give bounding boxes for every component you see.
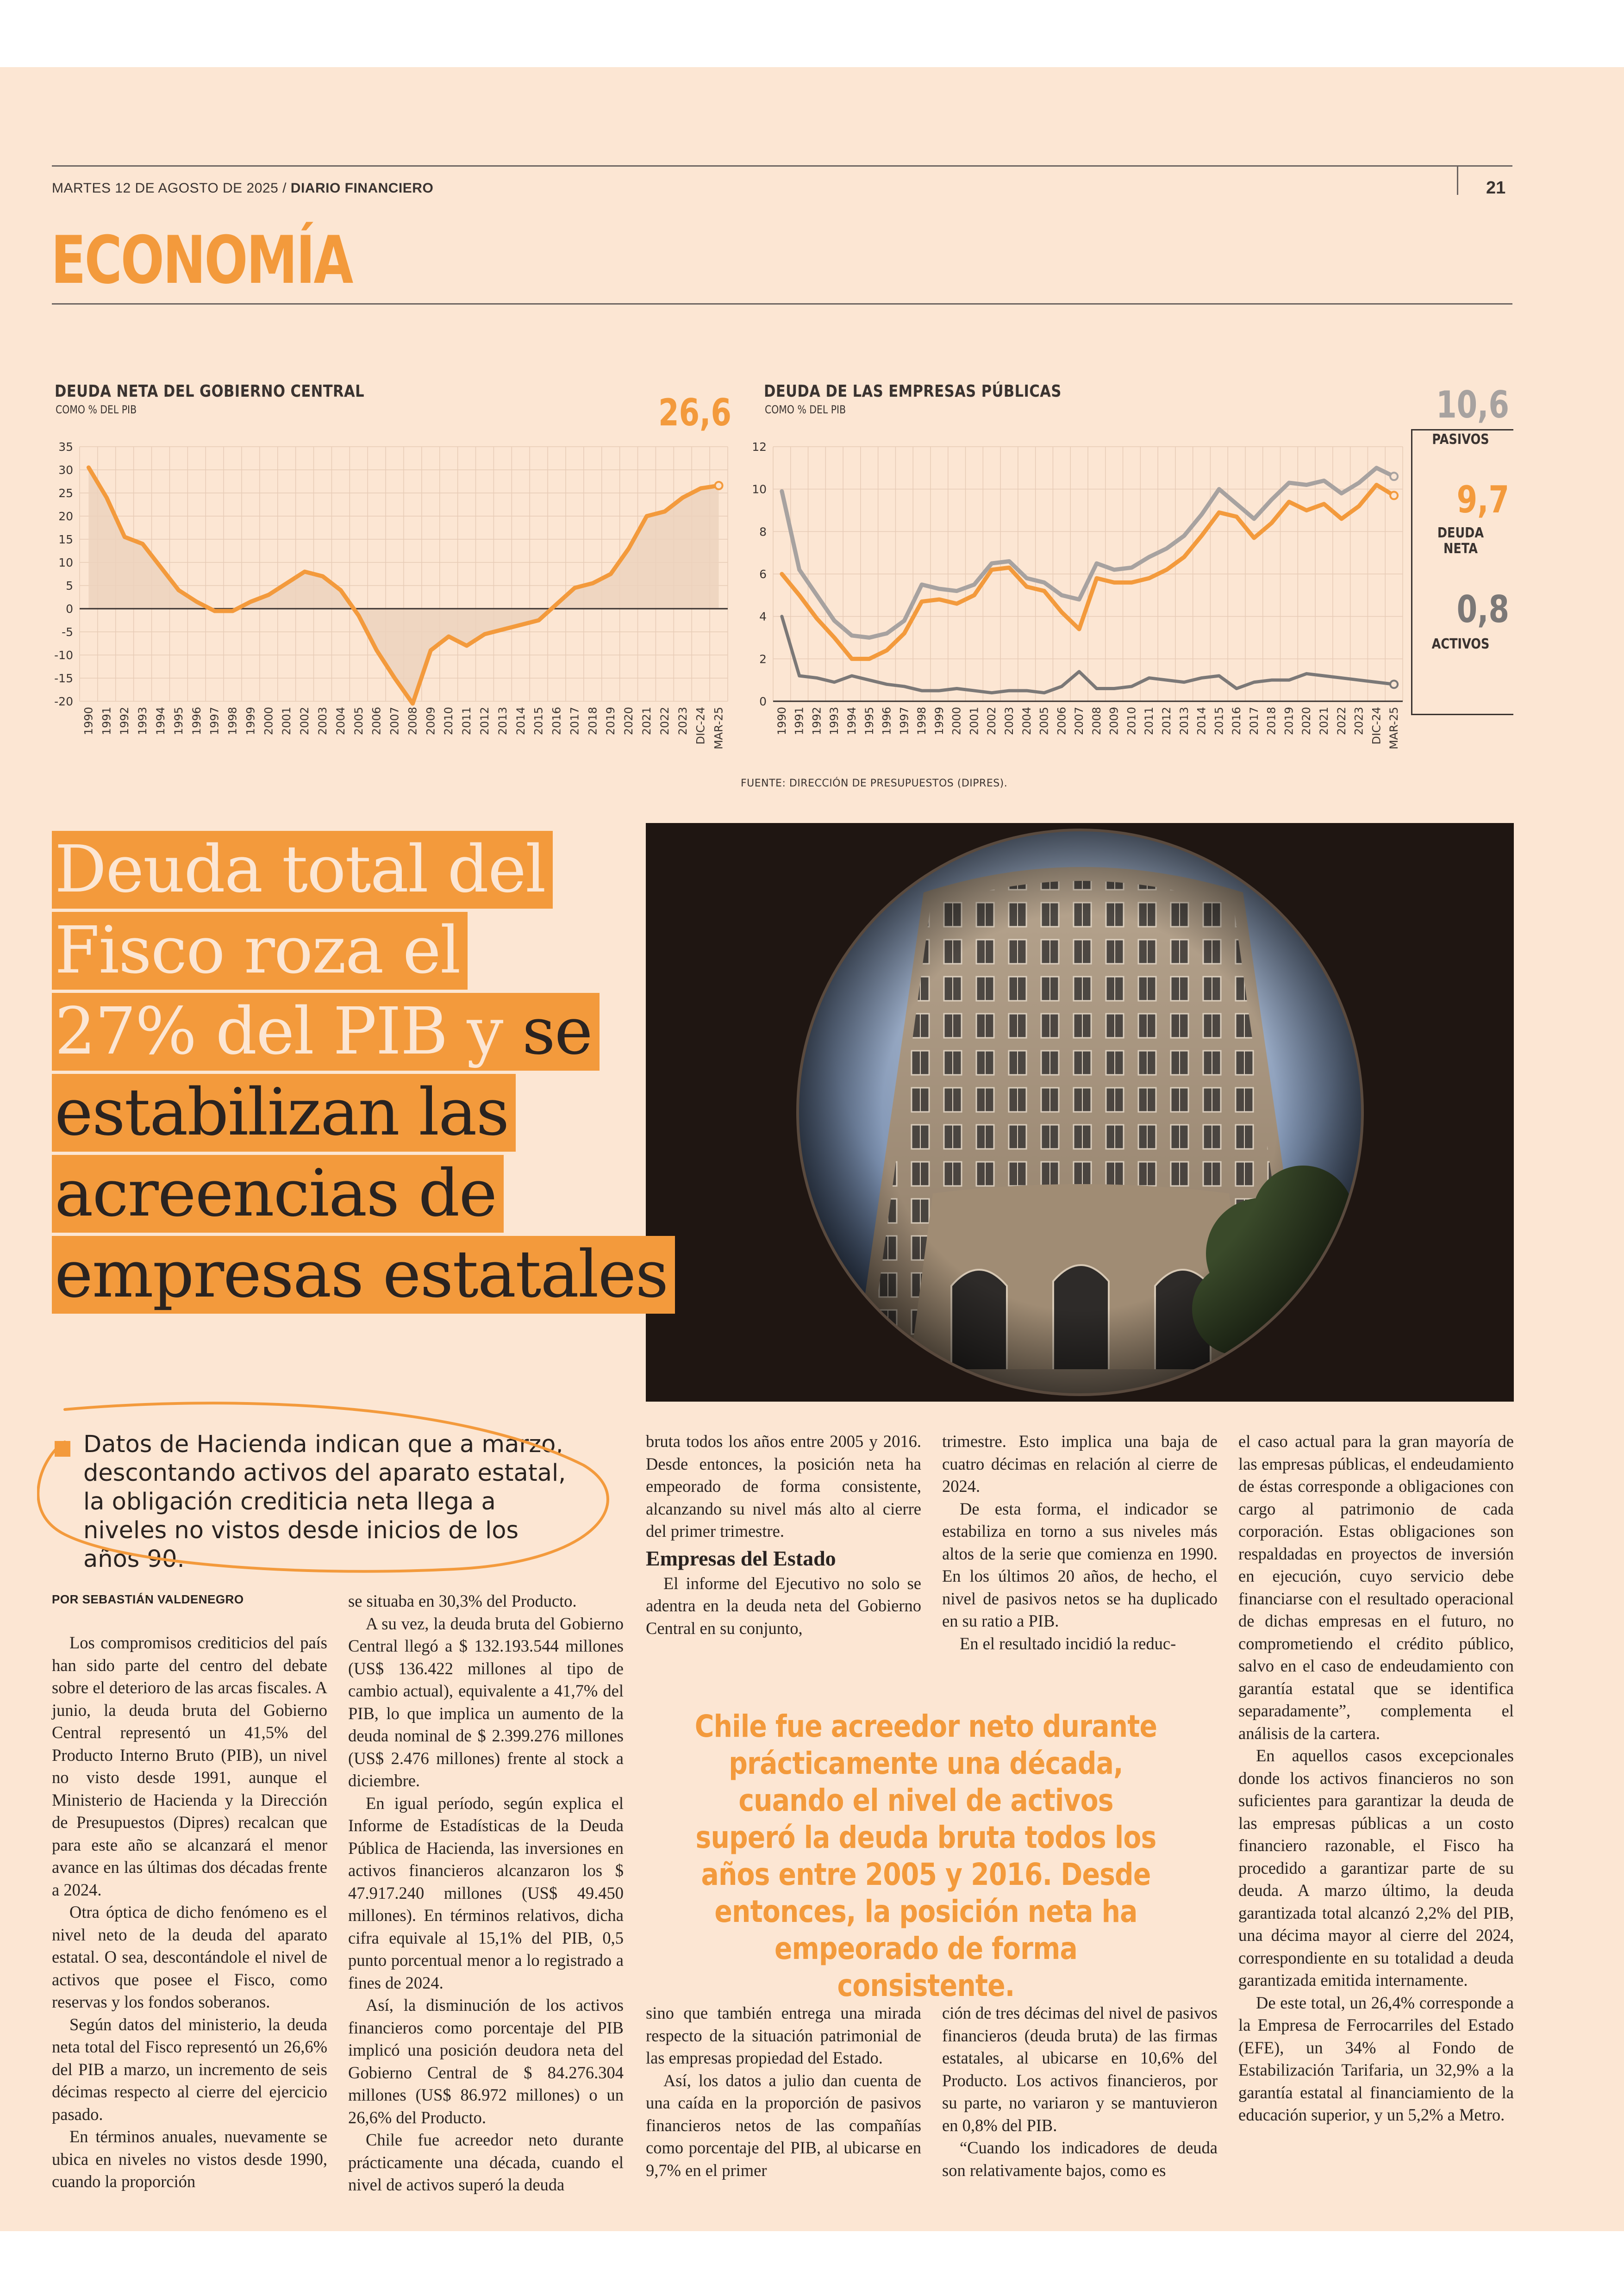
- header-date-line: [52, 181, 433, 196]
- y-tick-label: 4: [759, 610, 767, 624]
- x-tick-label: 2005: [1037, 707, 1051, 736]
- body-column-5: [1238, 1430, 1514, 2127]
- y-tick-label: 20: [58, 510, 73, 523]
- x-tick-label: 2004: [334, 707, 347, 736]
- pull-quote: Chile fue acreedor neto durante prácticamente una década, cuando el nivel de activos superó la deuda bruta todos los años entre 2005 y 2016. Desde entonces, la posición neta ha empeorado de forma consistente.: [694, 1709, 1157, 2003]
- x-tick-label: 2020: [622, 707, 636, 736]
- x-tick-label: 1991: [100, 707, 113, 736]
- body-paragraph: se situaba en 30,3% del Producto.: [348, 1591, 577, 1610]
- x-tick-label: 2017: [1247, 707, 1261, 736]
- newspaper-page: [0, 67, 1624, 2231]
- y-tick-label: 8: [759, 525, 767, 539]
- x-tick-label: 2022: [1335, 707, 1348, 736]
- x-tick-label: 1995: [862, 707, 876, 736]
- headline-line: [52, 1155, 737, 1236]
- y-tick-label: -10: [54, 649, 73, 662]
- x-tick-label: 2023: [676, 707, 689, 736]
- body-column-3-bottom: [646, 2002, 921, 2182]
- x-tick-label: 2009: [424, 707, 437, 736]
- x-tick-label: 2002: [298, 707, 312, 736]
- chart2-legend-bracket: [1411, 429, 1513, 715]
- series-last-point: [1390, 473, 1398, 480]
- deuda-neta-value: 9,7: [1456, 478, 1509, 521]
- x-tick-label: 1993: [136, 707, 150, 736]
- y-tick-label: 35: [58, 440, 73, 454]
- x-tick-label: 2007: [1073, 707, 1086, 736]
- x-tick-label: 1993: [828, 707, 841, 736]
- y-tick-label: 10: [58, 556, 73, 569]
- body-paragraph: De esta forma, el indicador se estabiliza en torno a sus niveles más altos de la serie que comienza en 1990. En los últimos 20 años, de hecho, el nivel de pasivos netos se ha duplicado en su ratio a PIB.: [942, 1499, 1218, 1630]
- body-paragraph: A su vez, la deuda bruta del Gobierno Central llegó a $ 132.193.544 millones (US$ 136.422 millones al tipo de cambio actual), equivalente a 41,7% del PIB, lo que implica un aumento de la deuda nominal de $ 2.399.276 millones (US$ 2.476 millones) frente al stock a diciembre.: [348, 1614, 624, 1790]
- headline-line: [52, 1074, 737, 1155]
- x-tick-label: MAR-25: [712, 707, 725, 750]
- body-column-1: [52, 1632, 327, 2193]
- x-tick-label: 2011: [1143, 707, 1156, 736]
- headline-line-text: [52, 1155, 504, 1233]
- issue-date: MARTES 12 DE AGOSTO DE 2025: [52, 181, 279, 196]
- x-tick-label: 2018: [586, 707, 600, 736]
- x-tick-label: 1990: [775, 707, 788, 736]
- headline-dark-part: acreencias de: [55, 1156, 497, 1231]
- x-tick-label: 2011: [460, 707, 474, 736]
- body-column-3: [646, 1430, 921, 1640]
- x-tick-label: 1994: [154, 707, 167, 736]
- x-tick-label: DIC-24: [1370, 707, 1383, 745]
- x-tick-label: 1991: [793, 707, 806, 736]
- x-tick-label: 2005: [352, 707, 365, 736]
- y-tick-label: -15: [54, 672, 73, 685]
- x-tick-label: 1992: [118, 707, 131, 736]
- y-tick-label: -5: [62, 625, 73, 639]
- body-paragraph: En el resultado incidió la reduc-: [960, 1634, 1176, 1653]
- x-tick-label: 2023: [1352, 707, 1366, 736]
- x-tick-label: 2014: [1195, 707, 1208, 736]
- header-rule: [52, 165, 1512, 167]
- chart1-subtitle: COMO % DEL PIB: [56, 403, 137, 416]
- headline-line-text: [52, 993, 600, 1071]
- chart1-highlight-value: 26,6: [658, 391, 731, 434]
- x-tick-label: 2016: [550, 707, 563, 736]
- publication-name: DIARIO FINANCIERO: [290, 181, 434, 196]
- chart1-title: DEUDA NETA DEL GOBIERNO CENTRAL: [55, 382, 365, 401]
- headline-light-part: Deuda total del: [55, 832, 545, 907]
- x-tick-label: 2001: [280, 707, 294, 736]
- x-tick-label: 2022: [658, 707, 671, 736]
- x-tick-label: 2003: [316, 707, 329, 736]
- x-tick-label: 1999: [932, 707, 946, 736]
- headline-line-text: [52, 1074, 516, 1152]
- body-paragraph: “Cuando los indicadores de deuda son relativamente bajos, como es: [942, 2138, 1218, 2180]
- body-paragraph: De este total, un 26,4% corresponde a la Empresa de Ferrocarriles del Estado (EFE), un 34% al Fondo de Estabilización Tarifaria, un 32,9% a la garantía estatal al financiamiento de la educación superior, y un 5,2% a Metro.: [1238, 1993, 1514, 2124]
- x-tick-label: 1990: [82, 707, 95, 736]
- x-tick-label: 2015: [1212, 707, 1226, 736]
- y-tick-label: 10: [752, 482, 767, 496]
- body-paragraph: Así, los datos a julio dan cuenta de una caída en la proporción de pasivos financieros netos de las compañías como porcentaje del PIB, al ubicarse en 9,7% en el primer: [646, 2070, 921, 2180]
- subheading-empresas-del-estado: Empresas del Estado: [646, 1546, 836, 1570]
- body-paragraph: trimestre. Esto implica una baja de cuatro décimas en relación al cierre de 2024.: [942, 1432, 1218, 1496]
- y-tick-label: 0: [759, 695, 767, 708]
- x-tick-label: 1998: [915, 707, 929, 736]
- x-tick-label: 2006: [370, 707, 383, 736]
- body-column-2: [348, 1590, 624, 2196]
- x-tick-label: 1998: [226, 707, 239, 736]
- body-paragraph: ción de tres décimas del nivel de pasivos financieros (deuda bruta) de las firmas estatales, al ubicarse en 10,6% del Producto. Los activos financieros, por su parte, no variaron y se mantuvieron en 0,8% del PIB.: [942, 2003, 1218, 2135]
- headline-line: [52, 831, 737, 912]
- activos-value: 0,8: [1456, 588, 1509, 631]
- x-tick-label: 2012: [478, 707, 491, 736]
- net-debt-last-point: [715, 482, 723, 489]
- section-title: ECONOMÍA: [51, 222, 352, 299]
- x-tick-label: 2004: [1020, 707, 1033, 736]
- pasivos-label: PASIVOS: [1432, 431, 1489, 448]
- x-tick-label: 2001: [968, 707, 981, 736]
- series-last-point: [1390, 492, 1398, 499]
- x-tick-label: 2020: [1300, 707, 1313, 736]
- x-tick-label: MAR-25: [1387, 707, 1401, 750]
- headline-dark-part: se: [502, 994, 592, 1069]
- x-tick-label: 2010: [442, 707, 456, 736]
- lead-summary: Datos de Hacienda indican que a marzo, descontando activos del aparato estatal, la obligación crediticia neta llega a niveles no vistos desde inicios de los años 90.: [83, 1431, 566, 1573]
- x-tick-label: 2018: [1265, 707, 1278, 736]
- body-paragraph: bruta todos los años entre 2005 y 2016. Desde entonces, la posición neta ha empeorado de forma consistente, alcanzando su nivel más alto al cierre del primer trimestre.: [646, 1432, 921, 1540]
- y-tick-label: 0: [66, 602, 73, 616]
- body-column-4-bottom: [942, 2002, 1218, 2182]
- x-tick-label: 2019: [604, 707, 618, 736]
- building-photo: [646, 823, 1514, 1402]
- x-tick-label: 2015: [532, 707, 545, 736]
- chart1-net-debt-area: [52, 437, 737, 775]
- body-paragraph: En igual período, según explica el Informe de Estadísticas de la Deuda Pública de Hacienda, las inversiones en activos financieros alcanzaron los $ 47.917.240 millones (US$ 49.450 millones). En términos relativos, dicha cifra equivale al 15,1% del PIB, 0,5 punto porcentual menor a lo registrado a fines de 2024.: [348, 1793, 624, 1992]
- x-tick-label: 1994: [845, 707, 858, 736]
- chart2-subtitle: COMO % DEL PIB: [765, 403, 846, 416]
- x-tick-label: 2013: [1177, 707, 1191, 736]
- x-tick-label: 2007: [388, 707, 401, 736]
- x-tick-label: 1997: [208, 707, 221, 736]
- headline-light-part: 27% del PIB y: [55, 994, 503, 1069]
- x-tick-label: 2000: [950, 707, 963, 736]
- x-tick-label: 2013: [496, 707, 509, 736]
- y-tick-label: 30: [58, 463, 73, 477]
- headline-line-text: [52, 831, 553, 909]
- x-tick-label: 2000: [262, 707, 275, 736]
- body-paragraph: Los compromisos crediticios del país han sido parte del centro del debate sobre el deterioro de las arcas fiscales. A junio, la deuda bruta del Gobierno Central representó un 41,5% del Producto Interno Bruto (PIB), un nivel no visto desde 1991, aunque el Ministerio de Hacienda y la Dirección de Presupuestos (Dipres) recalcan que para este año se alcanzará el menor avance en las últimas dos décadas frente a 2024.: [52, 1633, 327, 1899]
- chart-source: FUENTE: DIRECCIÓN DE PRESUPUESTOS (DIPRES).: [741, 778, 1008, 789]
- headline-line-text: [52, 912, 468, 990]
- chart2-public-companies-lines: [741, 437, 1440, 775]
- body-paragraph: El informe del Ejecutivo no solo se adentra en la deuda neta del Gobierno Central en su conjunto,: [646, 1573, 921, 1638]
- x-tick-label: 1992: [810, 707, 824, 736]
- body-paragraph: sino que también entrega una mirada respecto de la situación patrimonial de las empresas propiedad del Estado.: [646, 2003, 921, 2067]
- x-tick-label: 2016: [1230, 707, 1243, 736]
- y-tick-label: 15: [58, 533, 73, 546]
- headline: [52, 831, 737, 1317]
- x-tick-label: 1997: [898, 707, 911, 736]
- headline-line-text: [52, 1236, 675, 1314]
- y-tick-label: 25: [58, 486, 73, 500]
- byline: POR SEBASTIÁN VALDENEGRO: [52, 1592, 244, 1606]
- x-tick-label: 2010: [1125, 707, 1138, 736]
- x-tick-label: 2008: [1090, 707, 1103, 736]
- headline-line: [52, 1236, 737, 1317]
- body-paragraph: Chile fue acreedor neto durante prácticamente una década, cuando el nivel de activos superó la deuda: [348, 2130, 624, 2194]
- body-column-4: [942, 1430, 1218, 1655]
- headline-light-part: Fisco roza el: [55, 913, 460, 988]
- x-tick-label: 2019: [1282, 707, 1296, 736]
- x-tick-label: 2021: [640, 707, 653, 736]
- headline-dark-part: estabilizan las: [55, 1075, 509, 1150]
- date-separator: /: [278, 181, 291, 196]
- body-paragraph: Otra óptica de dicho fenómeno es el nivel neto de la deuda del aparato estatal. O sea, descontándole el nivel de activos que posee el Fisco, como reservas y los fondos soberanos.: [52, 1902, 327, 2011]
- section-rule: [52, 303, 1512, 305]
- series-last-point: [1390, 680, 1398, 688]
- body-paragraph: En términos anuales, nuevamente se ubica en niveles no vistos desde 1990, cuando la proporción: [52, 2127, 327, 2191]
- x-tick-label: 2017: [568, 707, 581, 736]
- x-tick-label: 2014: [514, 707, 527, 736]
- deuda-neta-label: DEUDA NETA: [1437, 525, 1484, 557]
- y-tick-label: 2: [759, 652, 767, 666]
- x-tick-label: 2006: [1055, 707, 1068, 736]
- x-tick-label: 2003: [1003, 707, 1016, 736]
- x-tick-label: 2002: [985, 707, 999, 736]
- x-tick-label: 1996: [190, 707, 203, 736]
- y-tick-label: 6: [759, 568, 767, 581]
- header-separator: [1457, 165, 1458, 195]
- x-tick-label: 2012: [1160, 707, 1173, 736]
- x-tick-label: 1996: [880, 707, 893, 736]
- x-tick-label: 2008: [406, 707, 419, 736]
- body-paragraph: Así, la disminución de los activos financieros como porcentaje del PIB implicó una posición deudora neta del Gobierno Central de $ 84.276.304 millones (US$ 86.972 millones) o un 26,6% del Producto.: [348, 1996, 624, 2127]
- headline-line: [52, 993, 737, 1074]
- page-number: 21: [1486, 178, 1506, 198]
- x-tick-label: 2021: [1318, 707, 1330, 736]
- y-tick-label: -20: [54, 695, 73, 708]
- lead-bullet-square: [55, 1441, 70, 1457]
- body-paragraph: Según datos del ministerio, la deuda neta total del Fisco representó un 26,6% del PIB a marzo, un incremento de seis décimas respecto al cierre del ejercicio pasado.: [52, 2014, 327, 2124]
- activos-label: ACTIVOS: [1431, 636, 1490, 652]
- chart2-title: DEUDA DE LAS EMPRESAS PÚBLICAS: [764, 382, 1062, 401]
- x-tick-label: DIC-24: [694, 707, 707, 745]
- x-tick-label: 1995: [172, 707, 185, 736]
- x-tick-label: 1999: [244, 707, 257, 736]
- x-tick-label: 2009: [1107, 707, 1121, 736]
- y-tick-label: 5: [66, 579, 73, 592]
- y-tick-label: 12: [752, 440, 767, 454]
- pasivos-value: 10,6: [1436, 383, 1509, 426]
- body-paragraph: En aquellos casos excepcionales donde los activos financieros no son suficientes para garantizar la deuda de las empresas públicas a un costo financiero razonable, el Fisco ha procedido a garantizar parte de su deuda. A marzo último, la deuda garantizada total alcanzó 2,2% del PIB, una décima mayor al cierre del 2024, correspondiente en su totalidad a deuda garantizada emitida internamente.: [1238, 1746, 1514, 1989]
- headline-line: [52, 912, 737, 993]
- headline-dark-part: empresas estatales: [55, 1237, 668, 1312]
- body-paragraph: el caso actual para la gran mayoría de las empresas públicas, el endeudamiento de éstas corresponde a obligaciones con cargo al patrimonio de cada corporación. Estas obligaciones son respaldadas en proyectos de inversión en ejecución, cuyo servicio debe financiarse con el resultado operacional de dichas empresas en el futuro, no comprometiendo el crédito público, salvo en el caso de endeudamiento con garantía estatal que se identifica separadamente”, complementa el análisis de la cartera.: [1238, 1432, 1514, 1743]
